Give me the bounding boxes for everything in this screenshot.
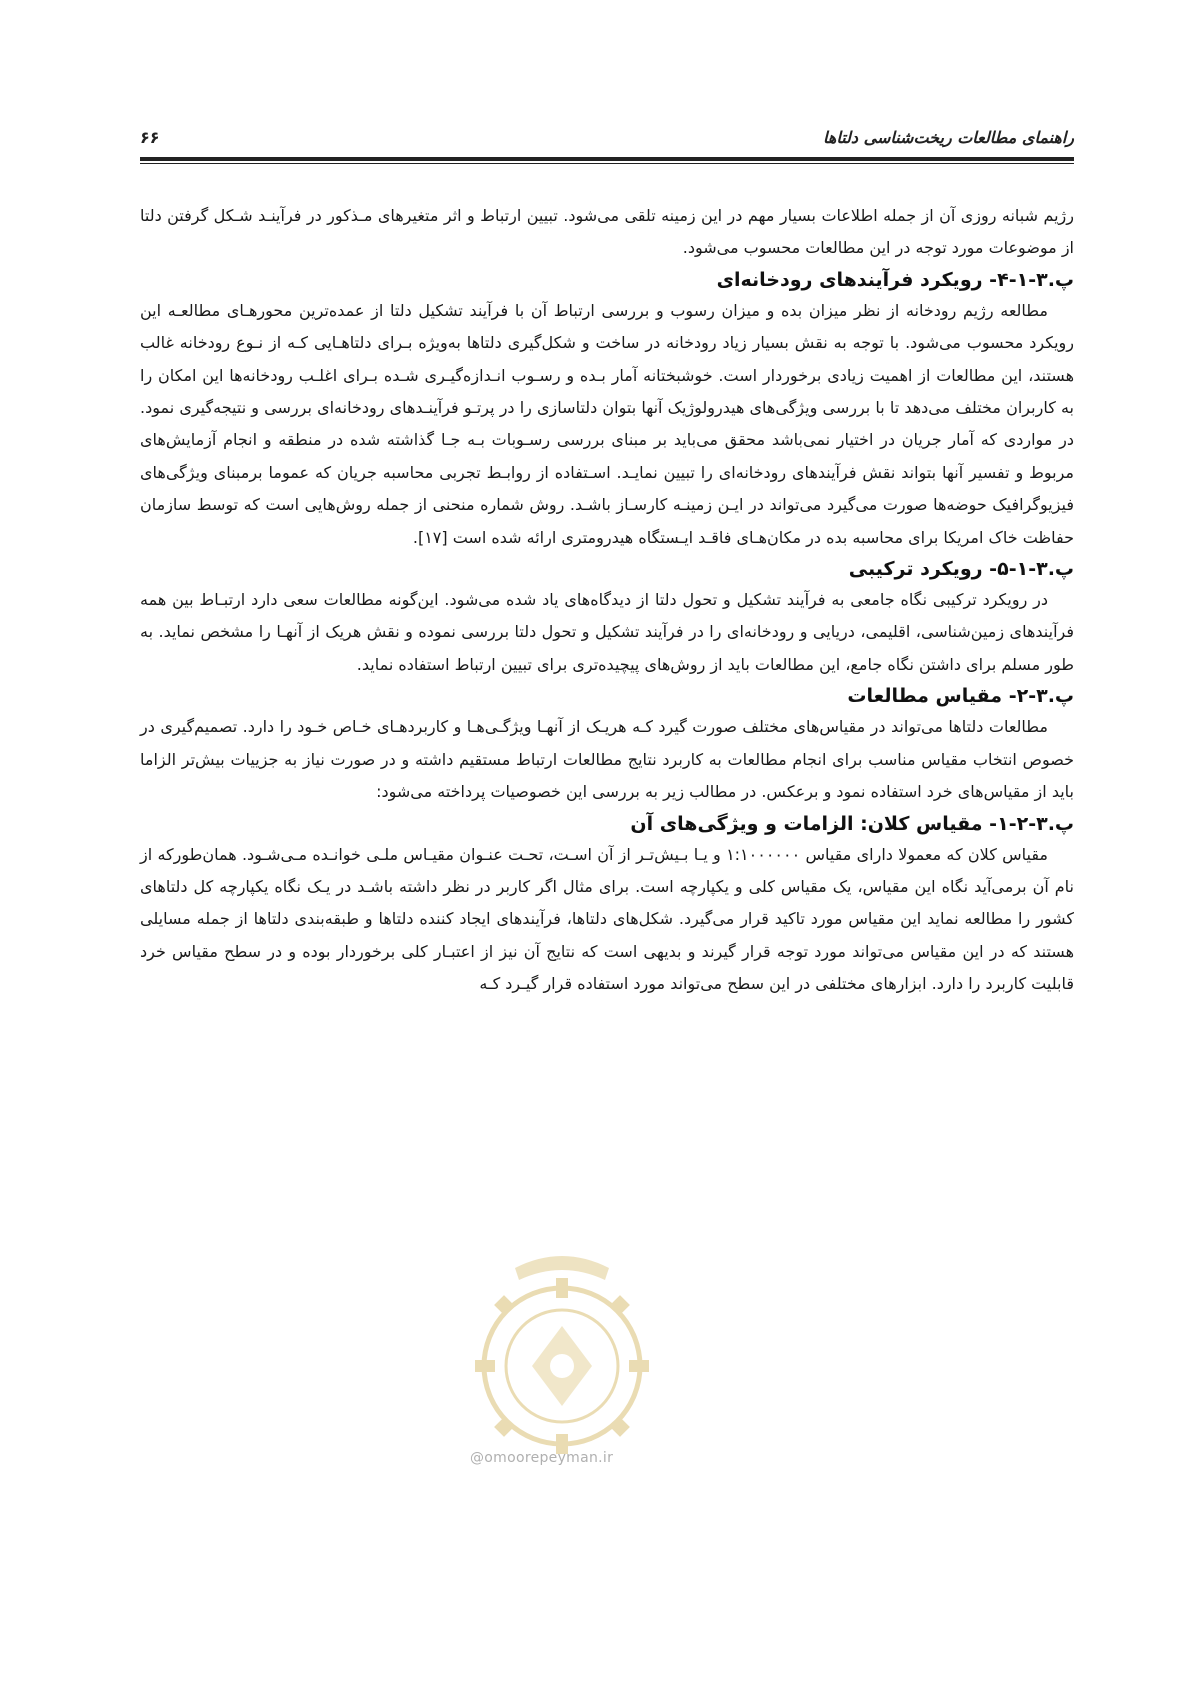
section-heading-macro-scale: پ.۳-۲-۱- مقیاس کلان: الزامات و ویژگی‌های آن — [630, 812, 1074, 835]
main-content — [140, 200, 1074, 1001]
header-rule-thick — [140, 157, 1074, 161]
header-rule-thin — [140, 163, 1074, 164]
macro-scale-paragraph: مقیاس کلان که معمولا دارای مقیاس ۱:۱۰۰۰۰۰۰ و یـا بـیش‌تـر از آن اسـت، تحـت عنـوان مقیـاس ملـی خوانـده مـی‌شـود. همان‌طورکه از نام آن برمی‌آید نگاه این مقیاس، یک مقیاس کلی و یکپارچه است. برای مثال اگر کاربر در نظر داشته باشـد در یـک نگاه یکپارچه کل دلتاهای کشور را مطالعه نماید این مقیاس مورد تاکید قرار می‌گیرد. شکل‌های دلتاها، فرآیندهای ایجاد کننده دلتاها و طبقه‌بندی دلتاها از جمله مسایلی هستند که در این مقیاس می‌تواند مورد توجه قرار گیرند و بدیهی است که نتایج آن نیز از اعتبـار کلی برخوردار بوده و در سطح مقیاس خرد قابلیت کاربرد را دارد. ابزارهای مختلفی در این سطح می‌تواند مورد استفاده قرار گیـرد کـه — [140, 844, 1074, 994]
section-heading-river-processes: پ.۳-۱-۴- رویکرد فرآیندهای رودخانه‌ای — [716, 268, 1074, 291]
page-number: ۶۶ — [140, 128, 160, 147]
running-title: راهنمای مطالعات ریخت‌شناسی دلتاها — [823, 128, 1074, 147]
intro-paragraph: رژیم شبانه روزی آن از جمله اطلاعات بسیار مهم در این زمینه تلقی می‌شود. تبیین ارتباط و اثر متغیرهای مـذکور در فرآینـد شـکل گرفتن دلتا از موضوعات مورد توجه در این مطالعات محسوب می‌شود. — [140, 206, 1074, 258]
section-heading-combined-approach: پ.۳-۱-۵- رویکرد ترکیبی — [848, 558, 1074, 581]
watermark-logo — [455, 1248, 670, 1474]
running-header — [140, 126, 1074, 156]
river-processes-paragraph: مطالعه رژیم رودخانه از نظر میزان بده و میزان رسوب و بررسی ارتباط آن با فرآیند تشکیل دلتا از عمده‌ترین محورهـای مطالعـه این رویکرد محسوب می‌شود. با توجه به نقش بسیار زیاد رودخانه در ساخت و شکل‌گیری دلتاها به‌ویژه بـرای دلتاهـایی کـه از نـوع رودخانه غالب هستند، این مطالعات از اهمیت زیادی برخوردار است. خوشبختانه آمار بـده و رسـوب انـدازه‌گیـری شـده بـرای اغلـب رودخانه‌ها این امکان را به کاربران مختلف می‌دهد تا با بررسی ویژگی‌های هیدرولوژیک آنها بتوان دلتاسازی را در پرتـو فرآینـدهای رودخانه‌ای بررسی و نتیجه‌گیری نمود. در مواردی که آمار جریان در اختیار نمی‌باشد محقق می‌باید بر مبنای بررسی رسـوبات بـه جـا گذاشته شده در منطقه و انجام آزمایش‌های مربوط و تفسیر آنها بتواند نقش فرآیندهای رودخانه‌ای را تبیین نمایـد. اسـتفاده از روابـط تجربی محاسبه جریان که عموما برمبنای ویژگی‌های فیزیوگرافیک حوضه‌ها صورت می‌گیرد می‌تواند در ایـن زمینـه کارسـاز باشـد. روش شماره منحنی از جمله روش‌هایی است که توسط سازمان حفاظت خاک امریکا برای محاسبه بده در مکان‌هـای فاقـد ایـستگاه هیدرومتری ارائه شده است [۱۷]. — [140, 300, 1074, 547]
study-scale-paragraph: مطالعات دلتاها می‌تواند در مقیاس‌های مختلف صورت گیرد کـه هریـک از آنهـا ویژگـی‌هـا و کاربردهـای خـاص خـود را دارد. تصمیم‌گیری در خصوص انتخاب مقیاس مناسب برای انجام مطالعات به کاربرد نتایج مطالعات ارتباط مستقیم داشته و در صورت نیاز به جزییات بیش‌تر الزاما باید از مقیاس‌های خرد استفاده نمود و برعکس. در مطالب زیر به بررسی این خصوصیات پرداخته می‌شود: — [140, 717, 1074, 802]
combined-approach-paragraph: در رویکرد ترکیبی نگاه جامعی به فرآیند تشکیل و تحول دلتا از دیدگاه‌های یاد شده می‌شود. این‌گونه مطالعات سعی دارد ارتبـاط بین همه فرآیندهای زمین‌شناسی، اقلیمی، دریایی و رودخانه‌ای را در فرآیند تشکیل و تحول دلتا بررسی نموده و نقش هریک از آنهـا را مشخص نماید. به طور مسلم برای داشتن نگاه جامع، این مطالعات باید از روش‌های پیچیده‌تری برای تبیین ارتباط استفاده نماید. — [140, 590, 1074, 674]
watermark-url: @omoorepeyman.ir — [470, 1450, 614, 1466]
section-heading-study-scale: پ.۳-۲- مقیاس مطالعات — [847, 685, 1074, 708]
